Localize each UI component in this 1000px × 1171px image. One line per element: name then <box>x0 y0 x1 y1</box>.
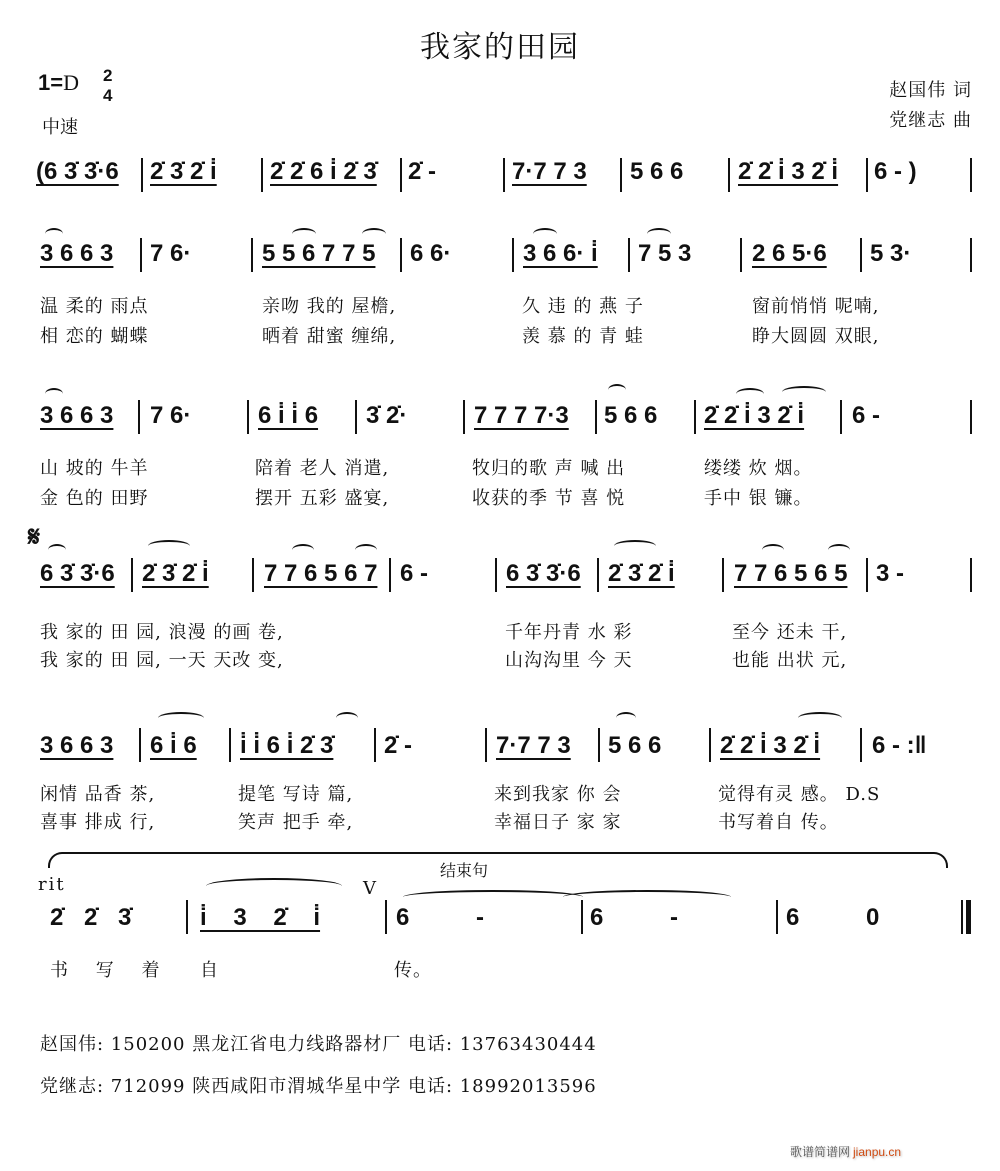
barline <box>581 900 583 934</box>
lyric-verse2: 喜事 排成 行, <box>40 812 156 833</box>
barline <box>374 728 376 762</box>
slur <box>158 712 204 724</box>
tempo-marking: 中速 <box>42 117 78 138</box>
measure: 2̇ 3̇ 2̇ i̇ <box>150 158 217 185</box>
measure: 6 i̇ 6 <box>150 732 197 759</box>
lyric-verse2: 羡 慕 的 青 蛙 <box>522 326 644 347</box>
barline <box>251 238 253 272</box>
barline <box>694 400 696 434</box>
measure: 3 6 6 3 <box>40 732 114 759</box>
barline <box>866 558 868 592</box>
measure: (6 3̇ 3̇·6 <box>36 158 119 185</box>
tie <box>403 890 583 904</box>
measure: 2̇ 2̇ 6 i̇ 2̇ 3̇ <box>270 158 377 185</box>
slur <box>616 712 636 724</box>
lyric-verse1: 千年丹青 水 彩 <box>505 622 633 643</box>
lyric-verse1: 来到我家 你 会 <box>494 784 622 805</box>
lyric-verse2: 也能 出状 元, <box>732 650 848 671</box>
slur <box>45 228 63 240</box>
composer-contact: 党继志: 712099 陕西咸阳市渭城华星中学 电话: 18992013596 <box>40 1076 597 1097</box>
lyric-verse2: 晒着 甜蜜 缠绵, <box>262 326 397 347</box>
barline <box>970 400 972 434</box>
key-prefix: 1= <box>38 70 64 95</box>
lyric-verse1: 觉得有灵 感。 D.S <box>718 784 881 805</box>
lyric-verse2: 睁大圆圆 双眼, <box>752 326 880 347</box>
final-barline-thin <box>961 900 963 934</box>
barline <box>186 900 188 934</box>
measure: 7 7 7 7·3 <box>474 402 569 429</box>
barline <box>709 728 711 762</box>
barline <box>728 158 730 192</box>
measure: 6 - <box>852 402 881 429</box>
slur <box>48 544 66 556</box>
barline <box>485 728 487 762</box>
slur <box>828 544 850 556</box>
lyric-verse2: 幸福日子 家 家 <box>494 812 622 833</box>
barline <box>385 900 387 934</box>
ending-bracket <box>48 852 948 868</box>
barline <box>463 400 465 434</box>
barline <box>866 158 868 192</box>
barline <box>355 400 357 434</box>
measure: 7 7 6 5 6 7 <box>264 560 378 587</box>
measure: 3 6 6· i̇ <box>523 240 598 267</box>
barline <box>620 158 622 192</box>
slur <box>206 878 342 894</box>
measure: 6 i̇ i̇ 6 <box>258 402 319 429</box>
lyric-verse2: 笑声 把手 牵, <box>238 812 354 833</box>
measure: 7·7 7 3 <box>512 158 587 185</box>
slur <box>292 228 316 240</box>
barline <box>138 400 140 434</box>
barline <box>229 728 231 762</box>
measure: 7·7 7 3 <box>496 732 571 759</box>
barline <box>261 158 263 192</box>
measure: 3 6 6 3 <box>40 402 114 429</box>
measure: 3 6 6 3 <box>40 240 114 267</box>
lyric-verse1: 久 违 的 燕 子 <box>522 296 644 317</box>
measure: 2̇ 2̇ i̇ 3 2̇ i̇ <box>720 732 821 759</box>
measure: 6 - <box>400 560 429 587</box>
lyric-verse1: 缕缕 炊 烟。 <box>704 458 813 479</box>
watermark <box>790 1143 901 1160</box>
lyric-verse2: 相 恋的 蝴蝶 <box>40 326 149 347</box>
measure: 5 6 6 <box>608 732 662 759</box>
lyric: 自 <box>200 960 219 981</box>
barline <box>970 158 972 192</box>
final-barline-thick <box>966 900 971 934</box>
song-title: 我家的田园 <box>420 30 580 65</box>
measure: 3̇ 2̇· <box>366 402 408 429</box>
lyric-verse2: 金 色的 田野 <box>40 488 149 509</box>
barline <box>860 728 862 762</box>
tie <box>563 890 731 904</box>
measure: 6 3̇ 3̇·6 <box>40 560 115 587</box>
barline <box>400 238 402 272</box>
measure: 3 - <box>876 560 905 587</box>
measure: 7 7 6 5 6 5 <box>734 560 848 587</box>
watermark-brand: jianpu.cn <box>853 1145 902 1159</box>
barline <box>140 238 142 272</box>
lyric-verse1: 提笔 写诗 篇, <box>238 784 354 805</box>
slur <box>292 544 314 556</box>
measure: 7 5 3 <box>638 240 692 267</box>
breath-mark: V <box>363 878 376 899</box>
time-sig-bottom: 4 <box>103 86 113 105</box>
measure: 6 - <box>590 904 679 931</box>
slur <box>148 540 190 552</box>
barline <box>131 558 133 592</box>
lyric-verse1: 闲情 品香 茶, <box>40 784 156 805</box>
barline <box>495 558 497 592</box>
barline <box>722 558 724 592</box>
measure: 2̇ 2̇ 3̇ <box>50 904 132 931</box>
lyric-verse1: 亲吻 我的 屋檐, <box>262 296 397 317</box>
lyric: 书 写 着 <box>50 960 161 981</box>
barline <box>860 238 862 272</box>
measure: 2̇ 3̇ 2̇ i̇ <box>142 560 209 587</box>
barline <box>840 400 842 434</box>
measure: 2̇ - <box>384 732 413 759</box>
slur <box>45 388 63 400</box>
measure: 6 - ) <box>874 158 917 185</box>
measure: 5 3· <box>870 240 912 267</box>
barline <box>595 400 597 434</box>
barline <box>970 558 972 592</box>
lyric-verse2: 手中 银 镰。 <box>704 488 813 509</box>
lyric-verse2: 收获的季 节 喜 悦 <box>472 488 626 509</box>
measure: 6 3̇ 3̇·6 <box>506 560 581 587</box>
time-signature <box>103 66 112 106</box>
measure: 2̇ 3̇ 2̇ i̇ <box>608 560 675 587</box>
barline <box>400 158 402 192</box>
barline <box>970 238 972 272</box>
barline <box>740 238 742 272</box>
barline <box>503 158 505 192</box>
measure: 2̇ 2̇ i̇ 3 2̇ i̇ <box>704 402 805 429</box>
barline <box>252 558 254 592</box>
barline <box>597 558 599 592</box>
measure: 5 6 6 <box>630 158 684 185</box>
key-letter: D <box>63 70 79 95</box>
measure: 2̇ - <box>408 158 437 185</box>
time-sig-top: 2 <box>103 66 113 85</box>
slur <box>336 712 358 724</box>
slur <box>647 228 671 240</box>
measure: 6 - :‖ <box>872 732 927 759</box>
lyric-verse1: 温 柔的 雨点 <box>40 296 149 317</box>
slur <box>362 228 386 240</box>
measure: 6 6· <box>410 240 452 267</box>
lyric-verse1: 山 坡的 牛羊 <box>40 458 149 479</box>
measure: 2̇ 2̇ i̇ 3 2̇ i̇ <box>738 158 839 185</box>
slur <box>762 544 784 556</box>
measure: 2 6 5·6 <box>752 240 827 267</box>
measure: i̇ i̇ 6 i̇ 2̇ 3̇ <box>240 732 334 759</box>
lyric-verse2: 书写着自 传。 <box>718 812 839 833</box>
lyric-verse1: 我 家的 田 园, 浪漫 的画 卷, <box>40 622 284 643</box>
measure: 7 6· <box>150 402 192 429</box>
lyricist-contact: 赵国伟: 150200 黑龙江省电力线路器材厂 电话: 13763430444 <box>40 1034 597 1055</box>
measure: 6 0 <box>786 904 880 931</box>
barline <box>776 900 778 934</box>
lyric-verse2: 我 家的 田 园, 一天 天改 变, <box>40 650 284 671</box>
barline <box>512 238 514 272</box>
barline <box>389 558 391 592</box>
measure: 6 - <box>396 904 485 931</box>
measure: 5 6 6 <box>604 402 658 429</box>
slur <box>614 540 656 552</box>
barline <box>628 238 630 272</box>
key-signature <box>38 70 79 96</box>
lyric-verse2: 摆开 五彩 盛宴, <box>255 488 390 509</box>
watermark-text: 歌谱简谱网 <box>790 1145 851 1159</box>
barline <box>247 400 249 434</box>
barline <box>141 158 143 192</box>
rit-marking: rit <box>38 874 66 895</box>
measure: 7 6· <box>150 240 192 267</box>
composer-credit: 党继志 曲 <box>889 110 972 131</box>
slur <box>798 712 842 724</box>
lyric-verse1: 窗前悄悄 呢喃, <box>752 296 880 317</box>
lyric-verse2: 山沟沟里 今 天 <box>505 650 633 671</box>
barline <box>139 728 141 762</box>
lyric-verse1: 牧归的歌 声 喊 出 <box>472 458 626 479</box>
slur <box>608 384 626 396</box>
lyric-verse1: 陪着 老人 消遣, <box>255 458 390 479</box>
barline <box>598 728 600 762</box>
lyric-verse1: 至今 还未 干, <box>732 622 848 643</box>
slur <box>355 544 377 556</box>
slur <box>533 228 557 240</box>
lyric: 传。 <box>394 960 432 981</box>
slur <box>736 388 764 400</box>
slur <box>782 386 826 398</box>
measure: i̇ 3 2̇ i̇ <box>200 904 321 931</box>
measure: 5 5 6 7 7 5 <box>262 240 376 267</box>
ending-label: 结束句 <box>440 861 489 880</box>
lyricist-credit: 赵国伟 词 <box>889 80 972 101</box>
segno-sign: 𝄋 <box>28 520 41 553</box>
